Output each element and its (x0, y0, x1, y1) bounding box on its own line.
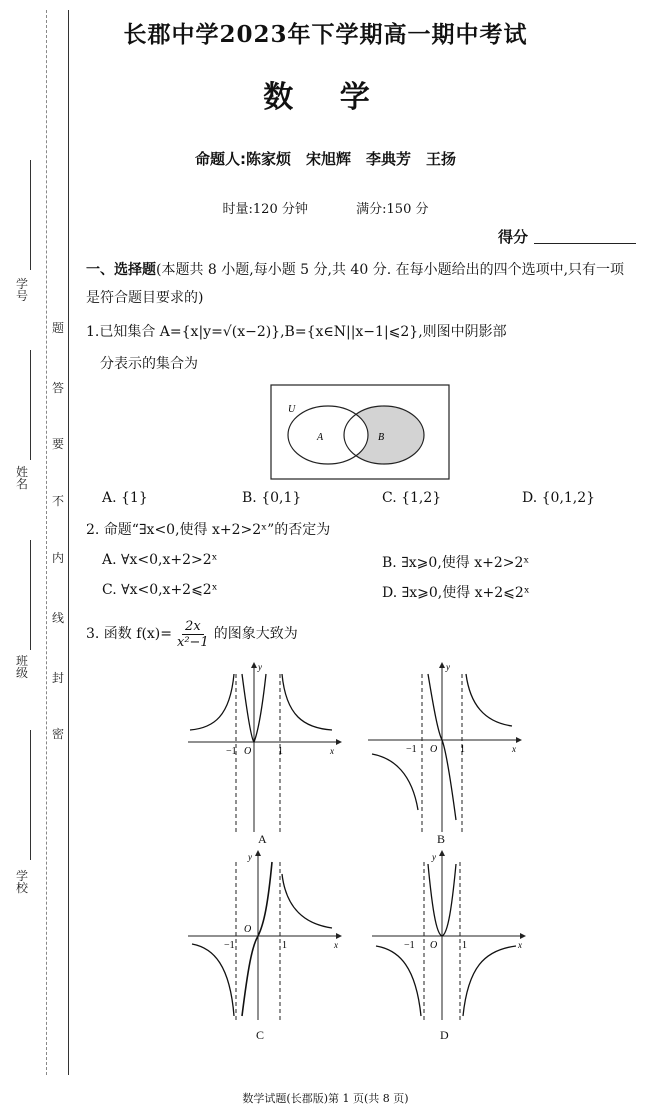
q1-option-c[interactable]: C. {1,2} (382, 490, 442, 506)
label-origin: O (244, 746, 252, 757)
graph-b[interactable] (366, 660, 526, 835)
graph-c-label: C (256, 1028, 265, 1042)
label-x: x (330, 746, 334, 756)
label-neg1: −1 (226, 746, 237, 757)
question-1-text: 已知集合 A={x|y=√(x−2)},B={x∈N||x−1|⩽2},则图中阴影部 (99, 324, 507, 340)
field-line-class (30, 540, 31, 650)
label-origin: O (430, 744, 438, 755)
y-axis-arrow (439, 662, 445, 668)
curve-right (466, 674, 512, 726)
label-pos1: 1 (462, 940, 467, 951)
x-axis-arrow (336, 739, 342, 745)
field-class: 班 级 (16, 654, 29, 680)
x-axis-arrow (520, 933, 526, 939)
curve-right (463, 946, 516, 1016)
label-x: x (334, 940, 338, 950)
binding-line (68, 10, 69, 1075)
label-pos1: 1 (278, 746, 283, 757)
q1-option-a[interactable]: A. {1} (102, 490, 148, 506)
field-student-id: 学 号 (16, 277, 29, 303)
venn-label-a: A (317, 432, 324, 443)
label-y: y (248, 852, 252, 862)
q2-option-a[interactable]: A. ∀x<0,x+2>2ˣ (102, 552, 218, 568)
y-axis-arrow (251, 662, 257, 668)
seal-char: 不 (52, 494, 65, 508)
subject-title: 数 学 (263, 80, 388, 115)
y-axis-arrow (439, 850, 445, 856)
seal-char: 题 (52, 321, 65, 335)
question-3-text (86, 614, 298, 654)
label-neg1: −1 (406, 744, 417, 755)
curve-right (282, 874, 332, 928)
section-heading (86, 256, 636, 312)
x-axis-arrow (516, 737, 522, 743)
q1-option-d[interactable]: D. {0,1,2} (522, 490, 596, 506)
label-y: y (432, 852, 436, 862)
field-line-school (30, 730, 31, 860)
label-x: x (512, 744, 516, 754)
seal-char: 封 (52, 671, 65, 685)
graph-d[interactable] (370, 848, 530, 1023)
label-neg1: −1 (404, 940, 415, 951)
label-x: x (518, 940, 522, 950)
q1-option-b[interactable]: B. {0,1} (242, 490, 302, 506)
curve-middle (242, 862, 272, 1016)
label-neg1: −1 (224, 940, 235, 951)
seal-char: 密 (52, 727, 65, 741)
q2-option-d[interactable]: D. ∃x⩾0,使得 x+2⩽2ˣ (382, 585, 530, 601)
venn-label-b: B (378, 432, 385, 443)
question-3-pre: 3. 函数 f(x)= (86, 626, 172, 642)
label-pos1: 1 (282, 940, 287, 951)
section-instructions: (本题共 8 小题,每小题 5 分,共 40 分. 在每小题给出的四个选项中,只有一项是符合题目要求的) (86, 262, 625, 306)
field-school: 学 校 (16, 869, 29, 895)
section-title: 一、选择题 (86, 262, 156, 278)
fraction-denominator: x²−1 (177, 634, 209, 650)
x-axis-arrow (336, 933, 342, 939)
y-axis-arrow (255, 850, 261, 856)
binding-dashed-line (46, 10, 47, 1075)
graph-a[interactable] (186, 660, 346, 835)
label-pos1: 1 (460, 744, 465, 755)
venn-diagram (270, 384, 450, 480)
time-info (0, 198, 651, 217)
label-y: y (258, 662, 262, 672)
curve-right (282, 674, 332, 730)
curve-left (190, 674, 234, 730)
authors: 命题人:陈家烦 宋旭辉 李典芳 王扬 (194, 150, 456, 168)
question-number: 1. (86, 324, 100, 340)
exam-title: 长郡中学2023年下学期高一期中考试 (123, 21, 528, 48)
question-1-line2: 分表示的集合为 (100, 356, 198, 372)
fraction (174, 619, 212, 650)
question-3-post: 的图象大致为 (213, 626, 298, 642)
graph-b-label: B (437, 832, 446, 846)
fraction-numerator: 2x (182, 619, 204, 635)
graph-c[interactable] (186, 848, 346, 1023)
score-label: 得分 (498, 228, 529, 246)
label-origin: O (430, 940, 438, 951)
seal-char: 答 (52, 381, 65, 395)
graph-d-label: D (440, 1028, 449, 1042)
venn-label-u: U (288, 404, 296, 415)
seal-char: 要 (52, 437, 65, 451)
field-line-name (30, 350, 31, 460)
q2-option-c[interactable]: C. ∀x<0,x+2⩽2ˣ (102, 582, 218, 598)
full-score: 满分:150 分 (356, 202, 429, 217)
seal-char: 内 (52, 551, 65, 565)
question-1-line1 (86, 318, 646, 346)
time-limit: 时量:120 分钟 (222, 202, 308, 217)
score-blank[interactable] (534, 243, 636, 244)
curve-left (192, 944, 234, 1016)
seal-char: 线 (52, 611, 65, 625)
page-footer: 数学试题(长郡版)第 1 页(共 8 页) (242, 1092, 409, 1105)
q2-option-b[interactable]: B. ∃x⩾0,使得 x+2>2ˣ (382, 555, 530, 571)
field-name: 姓 名 (16, 465, 29, 491)
curve-left (372, 754, 418, 810)
question-2-text: 2. 命题“∃x<0,使得 x+2>2ˣ”的否定为 (86, 522, 331, 538)
label-y: y (446, 662, 450, 672)
label-origin: O (244, 924, 252, 935)
curve-left (376, 946, 421, 1016)
graph-a-label: A (258, 832, 267, 846)
